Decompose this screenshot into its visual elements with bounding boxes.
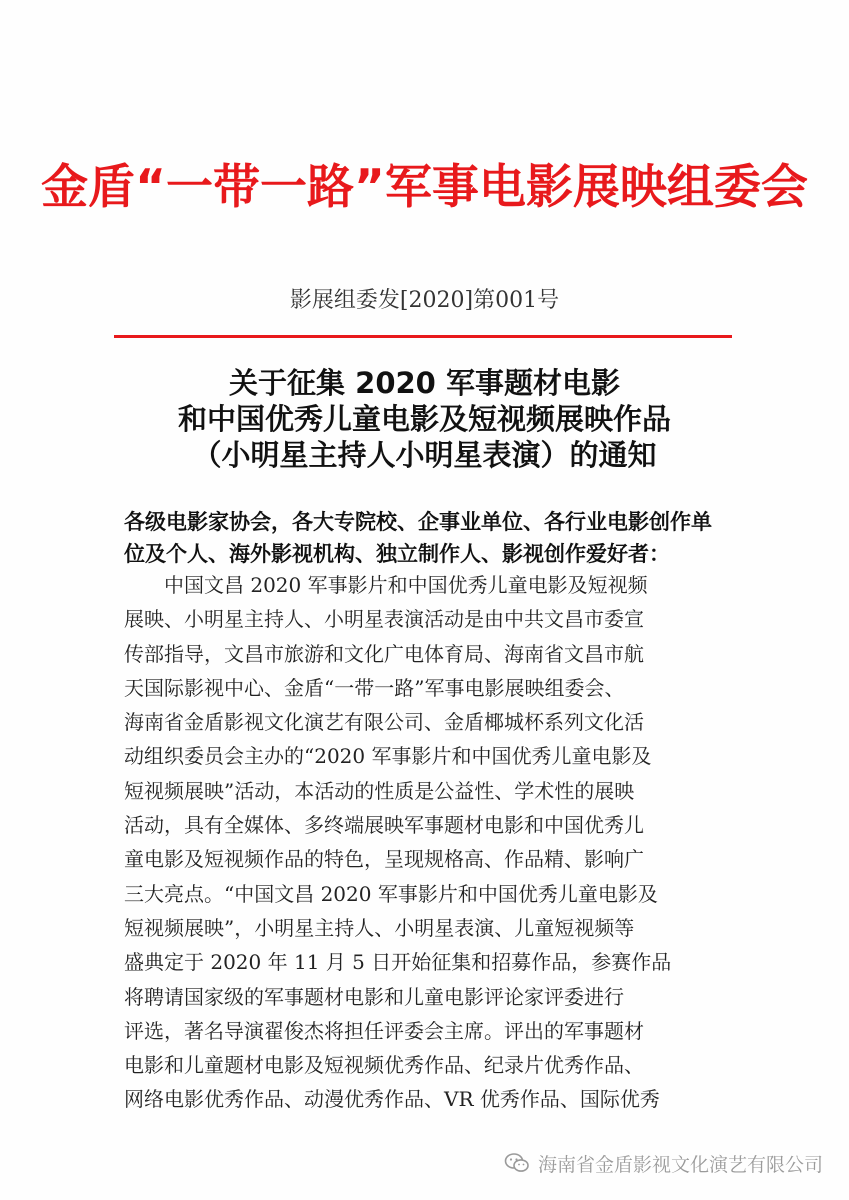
- notice-title: [0, 365, 849, 473]
- red-divider-line: [114, 335, 732, 338]
- organization-header: 金盾“一带一路”军事电影展映组委会: [41, 160, 808, 215]
- body-line: 童电影及短视频作品的特色，呈现规格高、作品精、影响广: [124, 847, 644, 872]
- title-line: （小明星主持人小明星表演）的通知: [192, 438, 657, 472]
- salutation: [124, 506, 734, 570]
- body-line: 海南省金盾影视文化演艺有限公司、金盾椰城杯系列文化活: [124, 710, 644, 735]
- body-line: 盛典定于 2020 年 11 月 5 日开始征集和招募作品，参赛作品: [124, 950, 672, 975]
- body-line: 评选，著名导演翟俊杰将担任评委会主席。评出的军事题材: [124, 1018, 644, 1043]
- body-line: 电影和儿童题材电影及短视频优秀作品、纪录片优秀作品、: [124, 1053, 644, 1078]
- body-line: 三大亮点。“中国文昌 2020 军事影片和中国优秀儿童电影及: [124, 881, 658, 906]
- title-line: 和中国优秀儿童电影及短视频展映作品: [177, 402, 671, 436]
- body-line: 将聘请国家级的军事题材电影和儿童电影评论家评委进行: [124, 984, 624, 1009]
- salutation-line: 位及个人、海外影视机构、独立制作人、影视创作爱好者：: [124, 542, 670, 566]
- body-line: 动组织委员会主办的“2020 军事影片和中国优秀儿童电影及: [124, 744, 652, 769]
- body-paragraph: [124, 568, 736, 1117]
- body-line: 天国际影视中心、金盾“一带一路”军事电影展映组委会、: [124, 675, 625, 700]
- body-line: 展映、小明星主持人、小明星表演活动是由中共文昌市委宣: [124, 607, 644, 632]
- wechat-icon: [504, 1152, 530, 1174]
- body-line: 传部指导，文昌市旅游和文化广电体育局、海南省文昌市航: [124, 641, 644, 666]
- body-line: 短视频展映”活动，本活动的性质是公益性、学术性的展映: [124, 778, 635, 803]
- body-line: 中国文昌 2020 军事影片和中国优秀儿童电影及短视频: [164, 573, 648, 597]
- body-line: 活动，具有全媒体、多终端展映军事题材电影和中国优秀儿: [124, 813, 644, 838]
- salutation-line: 各级电影家协会，各大专院校、企事业单位、各行业电影创作单: [124, 510, 712, 534]
- body-line: 网络电影优秀作品、动漫优秀作品、VR 优秀作品、国际优秀: [124, 1087, 660, 1112]
- wechat-watermark: [504, 1148, 823, 1178]
- body-line: 短视频展映”，小明星主持人、小明星表演、儿童短视频等: [124, 915, 635, 940]
- document-number: 影展组委发[2020]第001号: [289, 288, 560, 313]
- title-line: 关于征集 2020 军事题材电影: [229, 366, 620, 400]
- watermark-text: 海南省金盾影视文化演艺有限公司: [537, 1153, 823, 1176]
